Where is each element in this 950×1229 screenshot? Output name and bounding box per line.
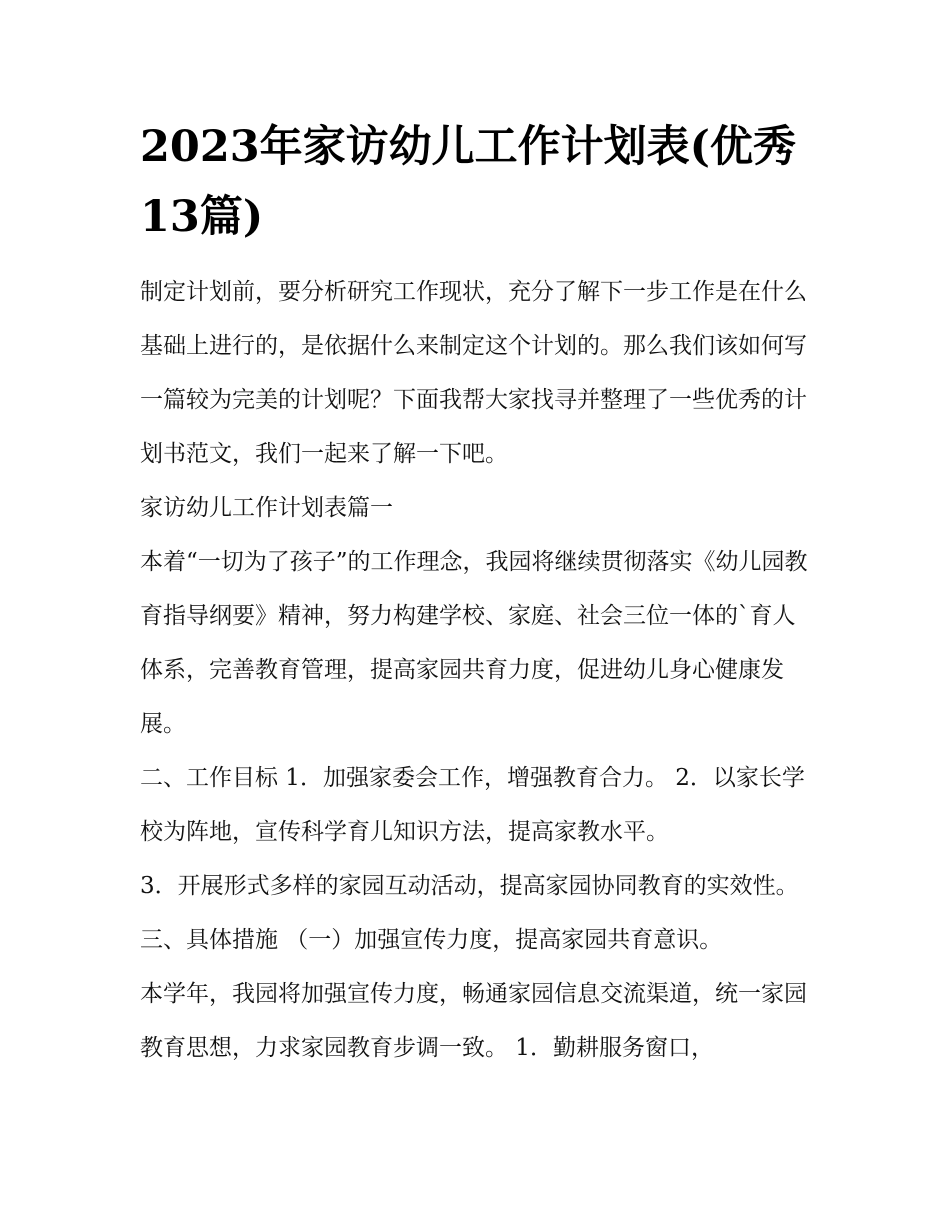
document-body xyxy=(140,112,815,1075)
document-title: 2023年家访幼儿工作计划表(优秀13篇) xyxy=(140,122,797,242)
body-paragraph: 本着“一切为了孩子”的工作理念，我园将继续贯彻落实《幼儿园教育指导纲要》精神，努力构建学校、家庭、社会三位一体的`育人体系，完善教育管理，提高家园共育力度，促进幼儿身心健康发展。 xyxy=(140,549,808,737)
intro-paragraph: 制定计划前，要分析研究工作现状，充分了解下一步工作是在什么基础上进行的，是依据什么来制定这个计划的。那么我们该如何写一篇较为完美的计划呢？下面我帮大家找寻并整理了一些优秀的计划书范文，我们一起来了解一下吧。 xyxy=(140,279,807,467)
body-paragraph: 二、工作目标 1．加强家委会工作，增强教育合力。 2．以家长学校为阵地，宣传科学育儿知识方法，提高家教水平。 xyxy=(140,765,805,845)
body-paragraph: 3．开展形式多样的家园互动活动，提高家园协同教育的实效性。 三、具体措施 （一）加强宣传力度，提高家园共育意识。 xyxy=(140,873,799,953)
body-paragraph: 本学年，我园将加强宣传力度，畅通家园信息交流渠道，统一家园教育思想，力求家园教育步调一致。 1．勤耕服务窗口， xyxy=(140,981,807,1061)
section-heading: 家访幼儿工作计划表篇一 xyxy=(140,495,393,521)
